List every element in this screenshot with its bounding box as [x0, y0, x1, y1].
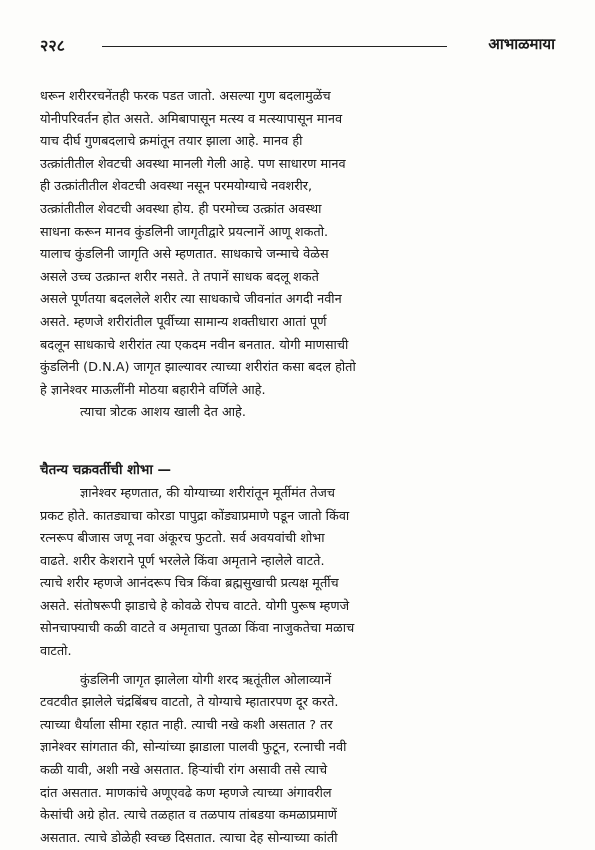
text-line: असते. म्हणजे शरीरांतील पूर्वीच्या सामान्य शक्तीधारा आतां पूर्ण — [40, 314, 327, 330]
text-line: त्याचे शरीर म्हणजे आनंदरूप चित्र किंवा ब्रह्मसुखाची प्रत्यक्ष मूर्तीच — [40, 576, 339, 592]
text-line: प्रकट होते. कातड्याचा कोरडा पापुद्रा कोंड्याप्रमाणे पडून जातो किंवा — [40, 508, 350, 524]
page-number: २२८ — [40, 36, 65, 55]
paragraph-1 — [40, 86, 558, 402]
text-line: कळी यावी, अशी नखे असतात. हिऱ्यांची रांग असावी तसे त्याचे — [40, 763, 328, 779]
paragraph-2 — [40, 402, 558, 425]
text-line: त्याचा त्रोटक आशय खाली देत आहे. — [80, 405, 246, 421]
text-line: हे ज्ञानेश्वर माऊलींनी मोठया बहारीने वर्णिले आहे. — [40, 382, 266, 398]
text-line: बदलून साधकाचे शरीरांत त्या एकदम नवीन बनतात. योगी माणसाची — [40, 337, 349, 353]
text-line: रत्नरूप बीजास जणू नवा अंकूरच फुटतो. सर्व अवयवांची शोभा — [40, 531, 325, 547]
text-line: असले पूर्णतया बदललेले शरीर त्या साधकाचे जीवनांत अगदी नवीन — [40, 292, 342, 308]
text-line: उत्क्रांतीतील शेवटची अवस्था मानली गेली आहे. पण साधारण मानव — [40, 156, 346, 172]
text-line: योनीपरिवर्तन होत असते. अमिबापासून मत्स्य व मत्स्यापासून मानव — [40, 111, 343, 127]
paragraph-3 — [40, 483, 558, 664]
text-line: त्याच्या धैर्याला सीमा रहात नाही. त्याची नखे कशी असतात ? तर — [40, 717, 333, 733]
text-line: वाटतो. — [40, 644, 72, 660]
text-line: असते. संतोषरूपी झाडाचे हे कोवळे रोपच वाटते. योगी पुरूष म्हणजे — [40, 598, 350, 614]
page-header — [40, 32, 555, 56]
text-line: धरून शरीररचनेंतही फरक पडत जातो. असल्या गुण बदलामुळेंच — [40, 89, 331, 104]
text-line: ही उत्क्रांतीतील शेवटची अवस्था नसून परमयोग्याचे नवशरीर, — [40, 179, 313, 195]
text-line: कुंडलिनी (D.N.A) जागृत झाल्यावर त्याच्या शरीरांत कसा बदल होतो — [40, 360, 356, 376]
text-line: साधना करून मानव कुंडलिनी जागृतीद्वारे प्रयत्नानें आणू शकतो. — [40, 224, 329, 240]
text-line: ज्ञानेश्वर सांगतात की, सोन्यांच्या झाडाला पालवी फुटून, रत्नाची नवी — [40, 740, 347, 756]
text-line: याच दीर्घ गुणबदलाचे क्रमांतून तयार झाला आहे. मानव ही — [40, 134, 303, 150]
text-line: केसांची अग्रे होत. त्याचे तळहात व तळपाय तांबडया कमळाप्रमाणें — [40, 808, 337, 824]
text-line: टवटवीत झालेले चंद्रबिंबच वाटतो, ते योग्याचे म्हातारपण दूर करते. — [40, 695, 339, 711]
paragraph-4 — [40, 670, 558, 850]
text-line: कुंडलिनी जागृत झालेला योगी शरद ऋतूंतील ओलाव्यानें — [80, 672, 332, 688]
text-line: यालाच कुंडलिनी जागृति असे म्हणतात. साधकाचे जन्माचे वेळेस — [40, 247, 329, 263]
text-line: असले उच्च उत्क्रान्त शरीर नसते. ते तपानें साधक बदलू शकते — [40, 269, 319, 285]
header-rule — [102, 46, 447, 47]
text-line: उत्क्रांतीतील शेवटची अवस्था होय. ही परमोच्च उत्क्रांत अवस्था — [40, 201, 322, 217]
text-line: सोनचाफ्याची कळी वाटते व अमृताचा पुतळा किंवा नाजुकतेचा मळाच — [40, 621, 355, 637]
text-line: वाढते. शरीर केशराने पूर्ण भरलेले किंवा अमृताने न्हालेले वाटते. — [40, 553, 325, 569]
page-body — [40, 86, 558, 850]
section-heading: चैतन्य चक्रवर्तीची शोभा — — [40, 461, 172, 478]
text-line: असतात. त्याचे डोळेही स्वच्छ दिसतात. त्याचा देह सोन्याच्या कांती — [40, 830, 338, 846]
text-line: दांत असतात. माणकांचे अणूएवढे कण म्हणजे त्याच्या अंगावरील — [40, 785, 332, 801]
running-title: आभाळमाया — [488, 35, 555, 53]
text-line: ज्ञानेश्वर म्हणतात, की योग्याच्या शरीरांतून मूर्तीमंत तेजच — [80, 485, 336, 501]
